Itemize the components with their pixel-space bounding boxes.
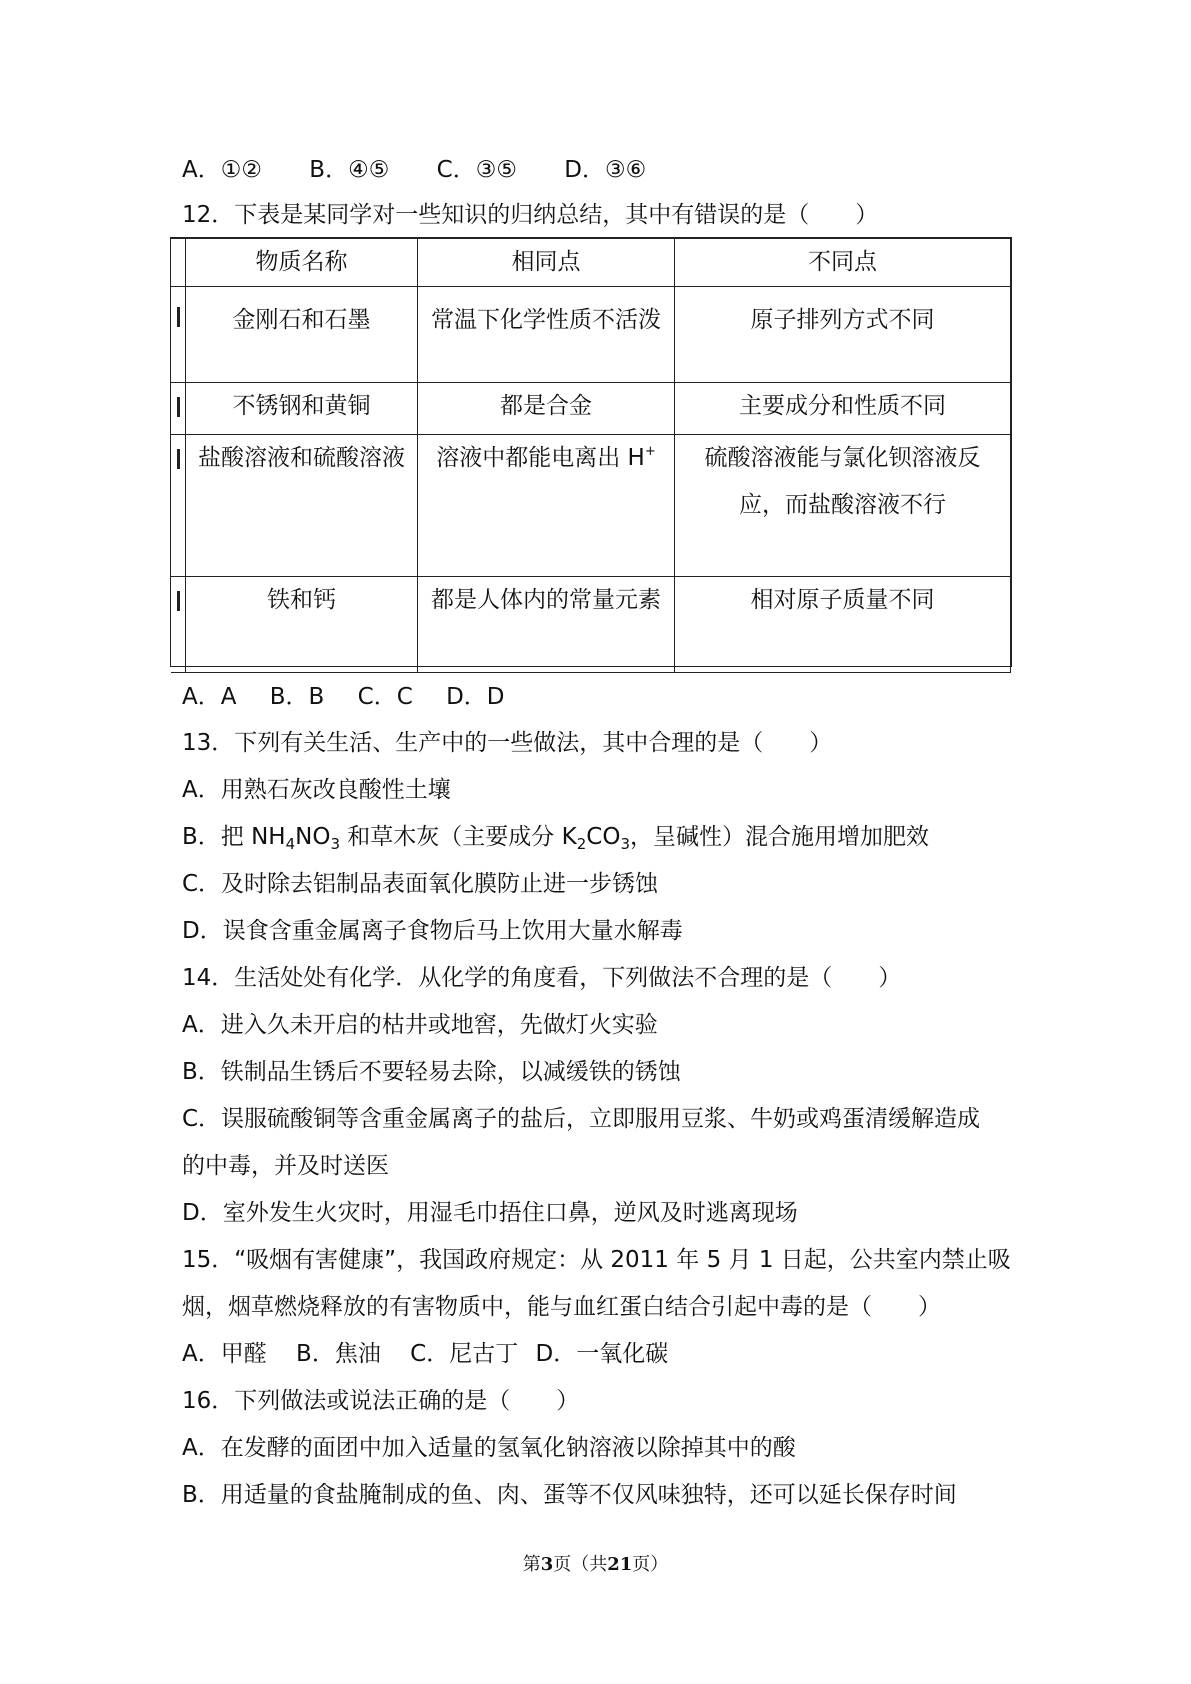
row-c-name: 盐酸溶液和硫酸溶液: [186, 435, 418, 577]
q14-stem: 14．生活处处有化学．从化学的角度看，下列做法不合理的是（ ）: [182, 965, 902, 991]
row-d-diff: 相对原子质量不同: [675, 577, 1011, 673]
q11-option-b: B．④⑤: [309, 157, 390, 183]
q11-options: [182, 155, 686, 185]
header-name: 物质名称: [186, 239, 418, 287]
q16-stem: 16．下列做法或说法正确的是（ ）: [182, 1388, 580, 1414]
header-diff: 不同点: [675, 239, 1011, 287]
q14-option-c-line1: C．误服硫酸铜等含重金属离子的盐后，立即服用豆浆、牛奶或鸡蛋清缓解造成: [182, 1106, 981, 1132]
q11-option-d: D．③⑥: [564, 157, 647, 183]
q13-option-b: B．把 $NH_4NO_3$ 和草木灰（主要成分 $K_2CO_3$，呈碱性）混合施用增加肥效: [182, 824, 929, 853]
q14-option-b: B．铁制品生锈后不要轻易去除，以减缓铁的锈蚀: [182, 1059, 681, 1085]
q11-option-c: C．③⑤: [436, 157, 517, 183]
page-number: 3: [540, 1554, 554, 1575]
q15-option-c: C．尼古丁: [410, 1341, 519, 1367]
q15-option-d: D．一氧化碳: [535, 1341, 669, 1367]
q12-option-a: A．A: [182, 684, 237, 710]
q11-option-a: A．①②: [182, 157, 262, 183]
q16-option-b: B．用适量的食盐腌制成的鱼、肉、蛋等不仅风味独特，还可以延长保存时间: [182, 1482, 957, 1508]
q13-stem: 13．下列有关生活、生产中的一些做法，其中合理的是（ ）: [182, 730, 833, 756]
header-same: 相同点: [418, 239, 675, 287]
row-c-same-sup: +: [644, 444, 656, 459]
page-footer: 第3页（共21页）: [522, 1554, 669, 1575]
q14-option-d: D．室外发生火灾时，用湿毛巾捂住口鼻，逆风及时逃离现场: [182, 1200, 798, 1226]
q13-option-a: A．用熟石灰改良酸性土壤: [182, 777, 451, 803]
q15-stem-line2: 烟，烟草燃烧释放的有害物质中，能与血红蛋白结合引起中毒的是（ ）: [182, 1294, 941, 1320]
q12-options: [182, 682, 545, 712]
row-a-name: 金刚石和石墨: [186, 287, 418, 383]
q12-stem: 12．下表是某同学对一些知识的归纳总结，其中有错误的是（ ）: [182, 202, 879, 228]
row-b-same: 都是合金: [418, 383, 675, 435]
row-c-same: [418, 435, 675, 577]
row-c-diff: 硫酸溶液能与氯化钡溶液反应，而盐酸溶液不行: [675, 435, 1011, 577]
row-b-diff: 主要成分和性质不同: [675, 383, 1011, 435]
row-b-name: 不锈钢和黄铜: [186, 383, 418, 435]
q14-option-c-line2: 的中毒，并及时送医: [182, 1153, 389, 1179]
q15-options: [182, 1339, 708, 1369]
row-d-same: 都是人体内的常量元素: [418, 577, 675, 673]
q14-option-a: A．进入久未开启的枯井或地窖，先做灯火实验: [182, 1012, 658, 1038]
row-a-diff: 原子排列方式不同: [675, 287, 1011, 383]
page-total: 21: [607, 1554, 633, 1575]
row-c-same-text: 溶液中都能电离出 H: [436, 445, 645, 471]
q12-option-b: B．B: [269, 684, 325, 710]
q12-table: [170, 237, 1012, 667]
row-d-name: 铁和钙: [186, 577, 418, 673]
q12-option-c: C．C: [357, 684, 413, 710]
q13-option-c: C．及时除去铝制品表面氧化膜防止进一步锈蚀: [182, 871, 659, 897]
q16-option-a: A．在发酵的面团中加入适量的氢氧化钠溶液以除掉其中的酸: [182, 1435, 796, 1461]
q12-option-d: D．D: [446, 684, 505, 710]
q15-option-b: B．焦油: [296, 1341, 381, 1367]
q13-option-d: D．误食含重金属离子食物后马上饮用大量水解毒: [182, 918, 683, 944]
q15-option-a: A．甲醛: [182, 1341, 267, 1367]
row-a-same: 常温下化学性质不活泼: [418, 287, 675, 383]
q15-stem-line1: 15．“吸烟有害健康”，我国政府规定：从 2011 年 5 月 1 日起，公共室内禁止吸: [182, 1247, 1011, 1273]
